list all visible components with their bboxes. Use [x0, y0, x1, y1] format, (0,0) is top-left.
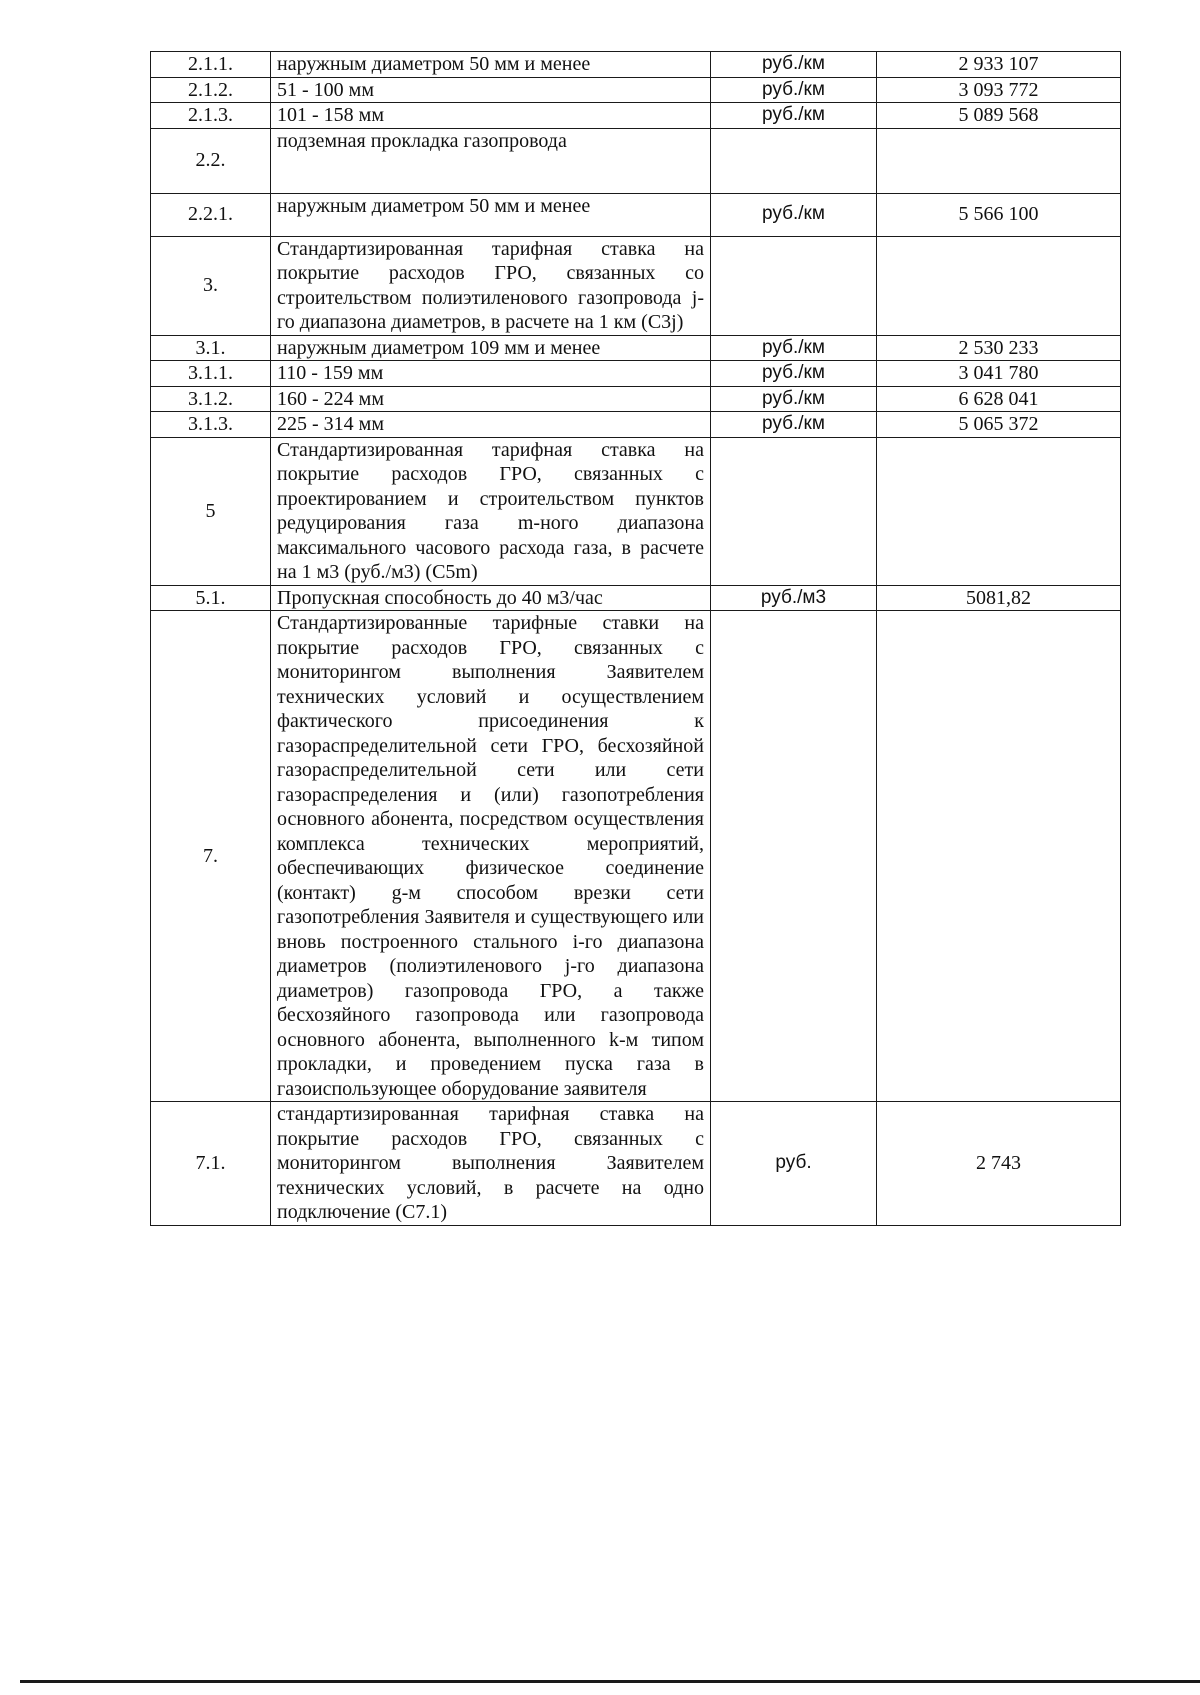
row-unit: руб./м3 — [711, 585, 877, 611]
row-unit — [711, 437, 877, 585]
row-value: 3 093 772 — [877, 77, 1121, 103]
row-description: Стандартизированная тарифная ставка на покрытие расходов ГРО, связанных со строительством полиэтиленового газопровода j-го диапазона диаметров, в расчете на 1 км (C3j) — [271, 236, 711, 335]
row-unit: руб./км — [711, 103, 877, 129]
row-number: 2.2. — [151, 128, 271, 193]
table-row — [151, 611, 1121, 1102]
row-value: 2 743 — [877, 1102, 1121, 1226]
row-unit: руб. — [711, 1102, 877, 1226]
row-value: 5 566 100 — [877, 193, 1121, 236]
row-unit: руб./км — [711, 77, 877, 103]
row-description: наружным диаметром 109 мм и менее — [271, 335, 711, 361]
row-value — [877, 128, 1121, 193]
tariff-table — [150, 51, 1121, 1226]
row-value: 2 933 107 — [877, 52, 1121, 78]
row-unit — [711, 611, 877, 1102]
row-unit: руб./км — [711, 335, 877, 361]
row-description: Стандартизированные тарифные ставки на покрытие расходов ГРО, связанных с мониторингом выполнения Заявителем технических условий и осуществлением фактического присоединения к газораспределительной сети ГРО, бесхозяйной газораспределительной сети или сети газораспределения и (или) газопотребления основного абонента, посредством осуществления комплекса технических мероприятий, обеспечивающих физическое соединение (контакт) g-м способом врезки сети газопотребления Заявителя и существующего или вновь построенного стального i-го диапазона диаметров (полиэтиленового j-го диапазона диаметров) газопровода ГРО, а также бесхозяйного газопровода или газопровода основного абонента, выполненного k-м типом прокладки, и проведением пуска газа в газоиспользующее оборудование заявителя — [271, 611, 711, 1102]
row-unit: руб./км — [711, 193, 877, 236]
table-row — [151, 52, 1121, 78]
table-row — [151, 193, 1121, 236]
row-unit — [711, 236, 877, 335]
row-description: 225 - 314 мм — [271, 412, 711, 438]
row-number: 5.1. — [151, 585, 271, 611]
row-value: 5 089 568 — [877, 103, 1121, 129]
row-value — [877, 236, 1121, 335]
row-value: 5 065 372 — [877, 412, 1121, 438]
table-row — [151, 1102, 1121, 1226]
table-row — [151, 585, 1121, 611]
row-value: 3 041 780 — [877, 361, 1121, 387]
row-number: 3.1.1. — [151, 361, 271, 387]
row-number: 7.1. — [151, 1102, 271, 1226]
row-description: 101 - 158 мм — [271, 103, 711, 129]
row-description: 51 - 100 мм — [271, 77, 711, 103]
table-row — [151, 236, 1121, 335]
row-number: 3.1.3. — [151, 412, 271, 438]
row-value: 6 628 041 — [877, 386, 1121, 412]
table-row — [151, 437, 1121, 585]
row-unit: руб./км — [711, 52, 877, 78]
row-value: 5081,82 — [877, 585, 1121, 611]
row-number: 2.1.1. — [151, 52, 271, 78]
row-unit: руб./км — [711, 361, 877, 387]
row-description: наружным диаметром 50 мм и менее — [271, 52, 711, 78]
table-row — [151, 361, 1121, 387]
row-description: подземная прокладка газопровода — [271, 128, 711, 193]
row-value — [877, 611, 1121, 1102]
row-value — [877, 437, 1121, 585]
row-unit: руб./км — [711, 386, 877, 412]
table-row — [151, 386, 1121, 412]
row-number: 7. — [151, 611, 271, 1102]
row-description: Пропускная способность до 40 м3/час — [271, 585, 711, 611]
table-row — [151, 128, 1121, 193]
row-number: 5 — [151, 437, 271, 585]
row-number: 3.1. — [151, 335, 271, 361]
page-bottom-rule — [20, 1680, 1200, 1683]
table-row — [151, 103, 1121, 129]
row-description: Стандартизированная тарифная ставка на покрытие расходов ГРО, связанных с проектированием и строительством пунктов редуцирования газа m-ного диапазона максимального часового расхода газа, в расчете на 1 м3 (руб./м3) (C5m) — [271, 437, 711, 585]
row-description: 160 - 224 мм — [271, 386, 711, 412]
row-number: 2.1.2. — [151, 77, 271, 103]
row-description: 110 - 159 мм — [271, 361, 711, 387]
table-row — [151, 335, 1121, 361]
row-unit: руб./км — [711, 412, 877, 438]
row-description: наружным диаметром 50 мм и менее — [271, 193, 711, 236]
table-row — [151, 77, 1121, 103]
row-number: 2.1.3. — [151, 103, 271, 129]
row-description: стандартизированная тарифная ставка на покрытие расходов ГРО, связанных с мониторингом выполнения Заявителем технических условий, в расчете на одно подключение (C7.1) — [271, 1102, 711, 1226]
row-number: 3. — [151, 236, 271, 335]
row-number: 3.1.2. — [151, 386, 271, 412]
row-number: 2.2.1. — [151, 193, 271, 236]
table-row — [151, 412, 1121, 438]
row-unit — [711, 128, 877, 193]
row-value: 2 530 233 — [877, 335, 1121, 361]
